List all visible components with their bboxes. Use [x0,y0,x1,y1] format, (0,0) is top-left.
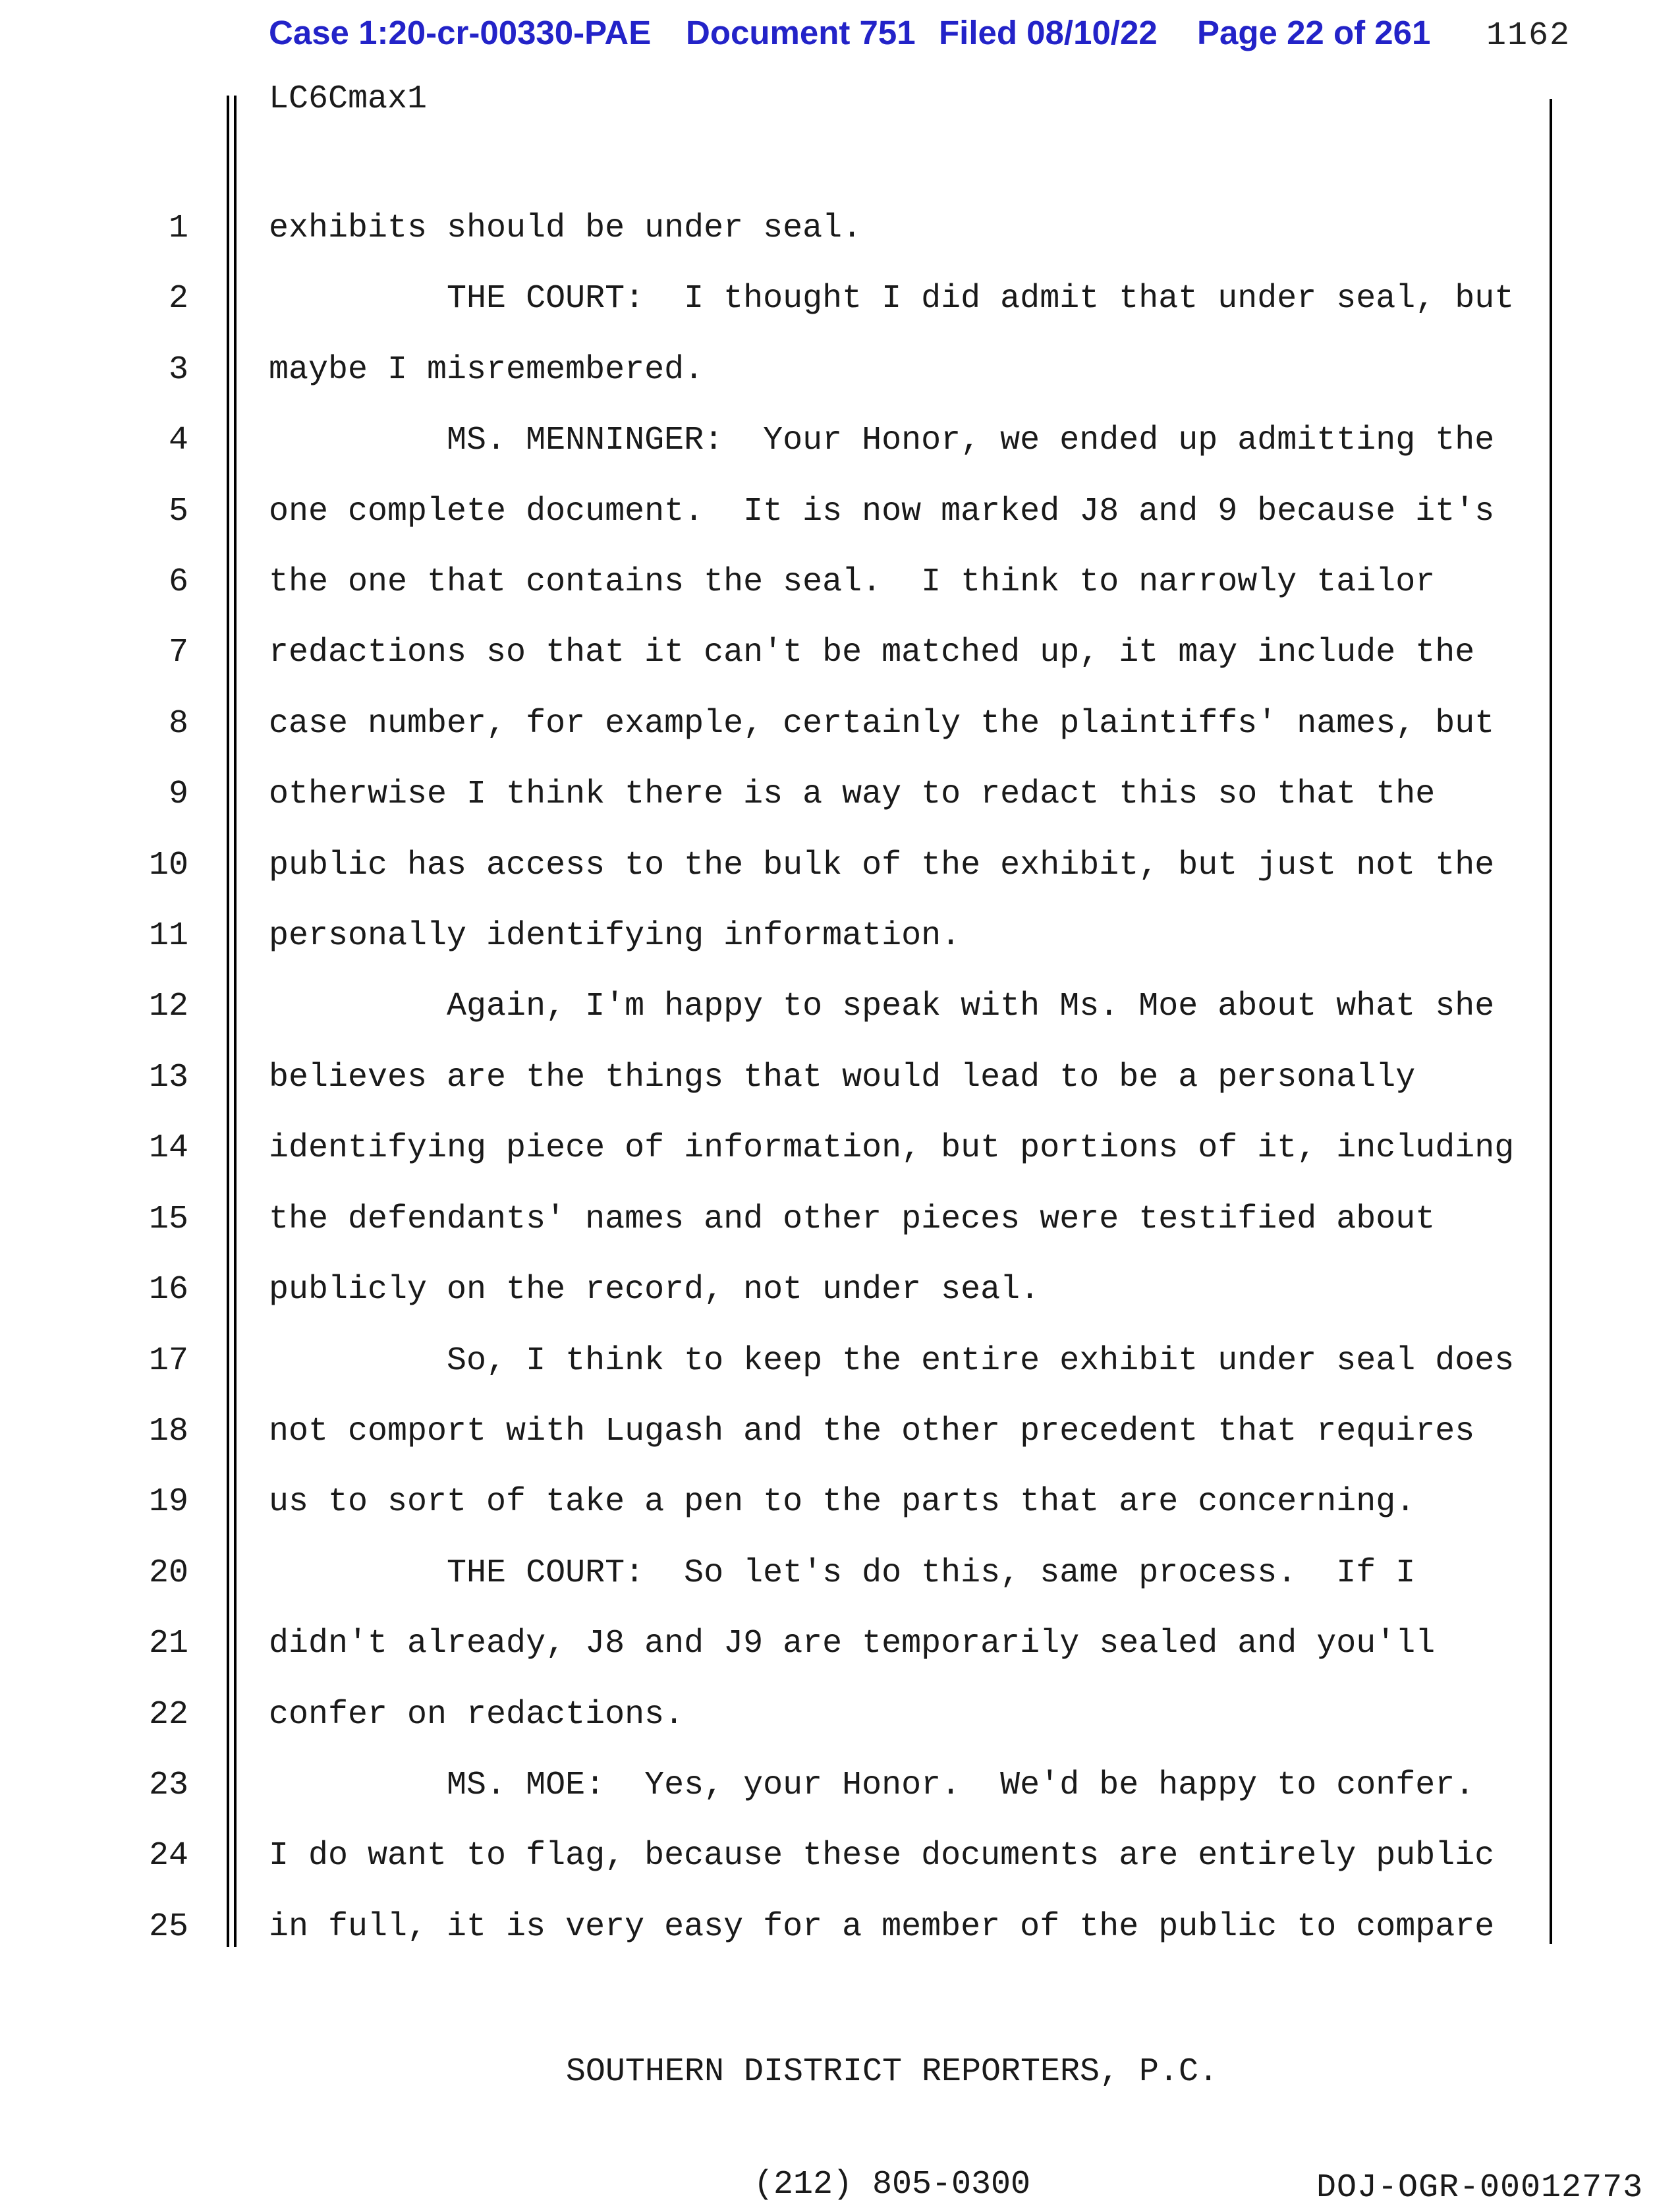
left-double-rule [227,96,237,1947]
transcript-line: believes are the things that would lead to be a personally [269,1058,1416,1096]
transcript-line: case number, for example, certainly the plaintiffs' names, but [269,704,1495,743]
line-number: 9 [168,776,188,814]
transcript-line: public has access to the bulk of the exhibit, but just not the [269,846,1495,884]
reporter-name: SOUTHERN DISTRICT REPORTERS, P.C. [565,2053,1219,2091]
line-number: 24 [148,1837,188,1875]
line-number-column [0,193,188,1962]
line-number: 8 [168,704,188,743]
transcript-line: MS. MENNINGER: Your Honor, we ended up admitting the [269,422,1495,460]
ecf-document-number: Document 751 [686,14,916,51]
ecf-filed-date: Filed 08/10/22 [939,14,1158,51]
transcript-line: the defendants' names and other pieces were testified about [269,1200,1436,1238]
line-number: 21 [148,1625,188,1663]
line-number: 3 [168,351,188,389]
transcript-line: redactions so that it can't be matched up, it may include the [269,634,1475,672]
ecf-case-number: Case 1:20-cr-00330-PAE [269,14,652,51]
transcript-line: us to sort of take a pen to the parts that are concerning. [269,1483,1416,1521]
transcript-line: confer on redactions. [269,1695,685,1734]
ecf-page-count: Page 22 of 261 [1197,14,1431,51]
line-number: 22 [148,1695,188,1734]
line-number: 7 [168,634,188,672]
transcript-line: THE COURT: So let's do this, same process. If I [269,1554,1416,1592]
line-number: 6 [168,563,188,602]
transcript-line: not comport with Lugash and the other precedent that requires [269,1412,1475,1450]
transcript-line: personally identifying information. [269,917,961,955]
transcript-text-column [269,193,1514,1962]
right-rule [1550,99,1552,1944]
line-number: 16 [148,1271,188,1309]
transcript-line: So, I think to keep the entire exhibit under seal does [269,1342,1515,1380]
transcript-line: Again, I'm happy to speak with Ms. Moe about what she [269,988,1495,1026]
line-number: 20 [148,1554,188,1592]
line-number: 18 [148,1412,188,1450]
transcript-line: THE COURT: I thought I did admit that under seal, but [269,280,1515,318]
transcript-line: exhibits should be under seal. [269,210,862,247]
transcript-page-number: 1162 [1486,17,1571,55]
line-number: 17 [148,1342,188,1380]
line-number: 4 [168,422,188,460]
transcript-line: in full, it is very easy for a member of the public to compare [269,1908,1495,1946]
transcript-id: LC6Cmax1 [269,80,428,118]
line-number: 15 [148,1200,188,1238]
line-number: 12 [148,988,188,1026]
transcript-line: identifying piece of information, but portions of it, including [269,1129,1515,1168]
transcript-line: otherwise I think there is a way to redact this so that the [269,776,1436,814]
transcript-line: one complete document. It is now marked J8 and 9 because it's [269,492,1495,530]
line-number: 13 [148,1058,188,1096]
line-number: 25 [148,1908,188,1946]
transcript-line: publicly on the record, not under seal. [269,1271,1040,1309]
line-number: 1 [168,210,188,247]
line-number: 19 [148,1483,188,1521]
line-number: 11 [148,917,188,955]
line-number: 10 [148,846,188,884]
line-number: 5 [168,492,188,530]
transcript-line: didn't already, J8 and J9 are temporarily sealed and you'll [269,1625,1436,1663]
line-number: 2 [168,280,188,318]
line-number: 14 [148,1129,188,1168]
line-number: 23 [148,1766,188,1804]
reporter-phone: (212) 805-0300 [753,2166,1031,2203]
transcript-line: the one that contains the seal. I think to narrowly tailor [269,563,1436,602]
transcript-line: maybe I misremembered. [269,351,704,389]
bates-number: DOJ-OGR-00012773 [1316,2169,1644,2207]
transcript-line: I do want to flag, because these documents are entirely public [269,1837,1495,1875]
transcript-line: MS. MOE: Yes, your Honor. We'd be happy to confer. [269,1766,1475,1804]
